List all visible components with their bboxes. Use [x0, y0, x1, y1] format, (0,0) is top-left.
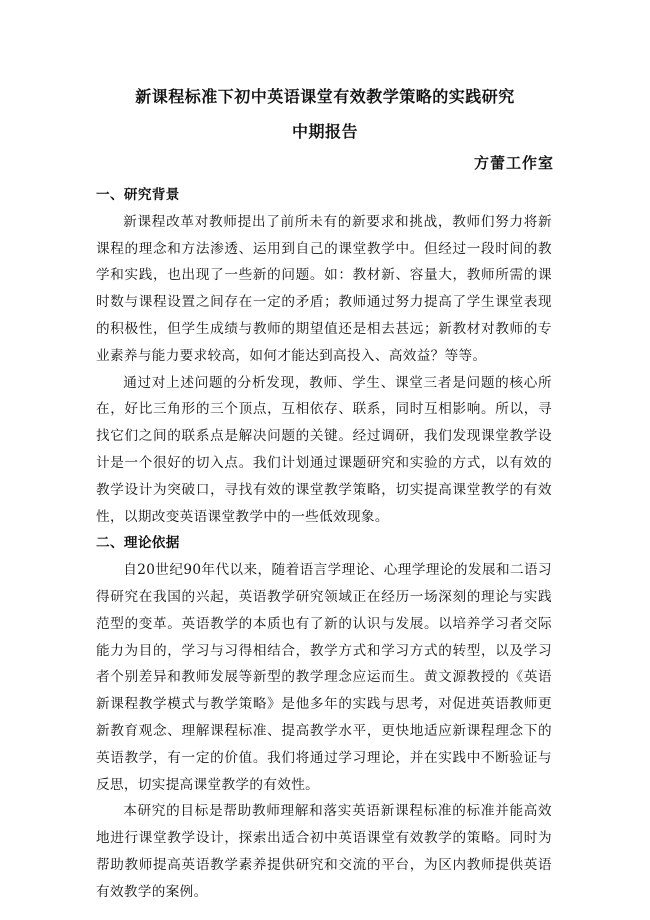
section-theory	[96, 530, 552, 905]
paragraph: 本研究的目标是帮助教师理解和落实英语新课程标准的标准并能高效地进行课堂教学设计，探索出适合初中英语课堂有效教学的策略。同时为帮助教师提高英语教学素养提供研究和交流的平台，为区内教师提供英语有效教学的案例。	[96, 803, 552, 900]
document-author: 方蕾工作室	[473, 154, 554, 172]
paragraph: 通过对上述问题的分析发现，教师、学生、课堂三者是问题的核心所在，好比三角形的三个顶点，互相依存、联系，同时互相影响。所以，寻找它们之间的联系点是解决问题的关键。经过调研，我们发现课堂教学设计是一个很好的切入点。我们计划通过课题研究和实验的方式，以有效的教学设计为突破口，寻找有效的课堂教学策略，切实提高课堂教学的有效性，以期改变英语课堂教学中的一些低效现象。	[96, 374, 552, 525]
paragraph: 新课程改革对教师提出了前所未有的新要求和挑战，教师们努力将新课程的理念和方法渗透、运用到自己的课堂教学中。但经过一段时间的教学和实践，也出现了一些新的问题。如：教材新、容量大，教师所需的课时数与课程设置之间存在一定的矛盾；教师通过努力提高了学生课堂表现的积极性，但学生成绩与教师的期望值还是相去甚远；新教材对教师的专业素养与能力要求较高，如何才能达到高投入、高效益？等等。	[96, 213, 552, 364]
section-heading: 二、理论依据	[96, 535, 180, 552]
document-body	[96, 182, 552, 906]
section-background	[96, 182, 552, 530]
document-subtitle: 中期报告	[291, 122, 358, 141]
section-heading: 一、研究背景	[96, 187, 180, 203]
document-title: 新课程标准下初中英语课堂有效教学策略的实践研究	[135, 87, 515, 106]
paragraph: 自20世纪90年代以来，随着语言学理论、心理学理论的发展和二语习得研究在我国的兴起，英语教学研究领域正在经历一场深刻的理论与实践范型的变革。英语教学的本质也有了新的认识与发展。以培养学习者交际能力为目的，学习与习得相结合，教学方式和学习方式的转型，以及学习者个别差异和教师发展等新型的教学理念应运而生。黄文源教授的《英语新课程教学模式与教学策略》是他多年的实践与思考，对促进英语教师更新教育观念、理解课程标准、提高教学水平，更快地适应新课程理念下的英语教学，有一定的价值。我们将通过学习理论，并在实践中不断验证与反思，切实提高课堂教学的有效性。	[96, 562, 552, 793]
